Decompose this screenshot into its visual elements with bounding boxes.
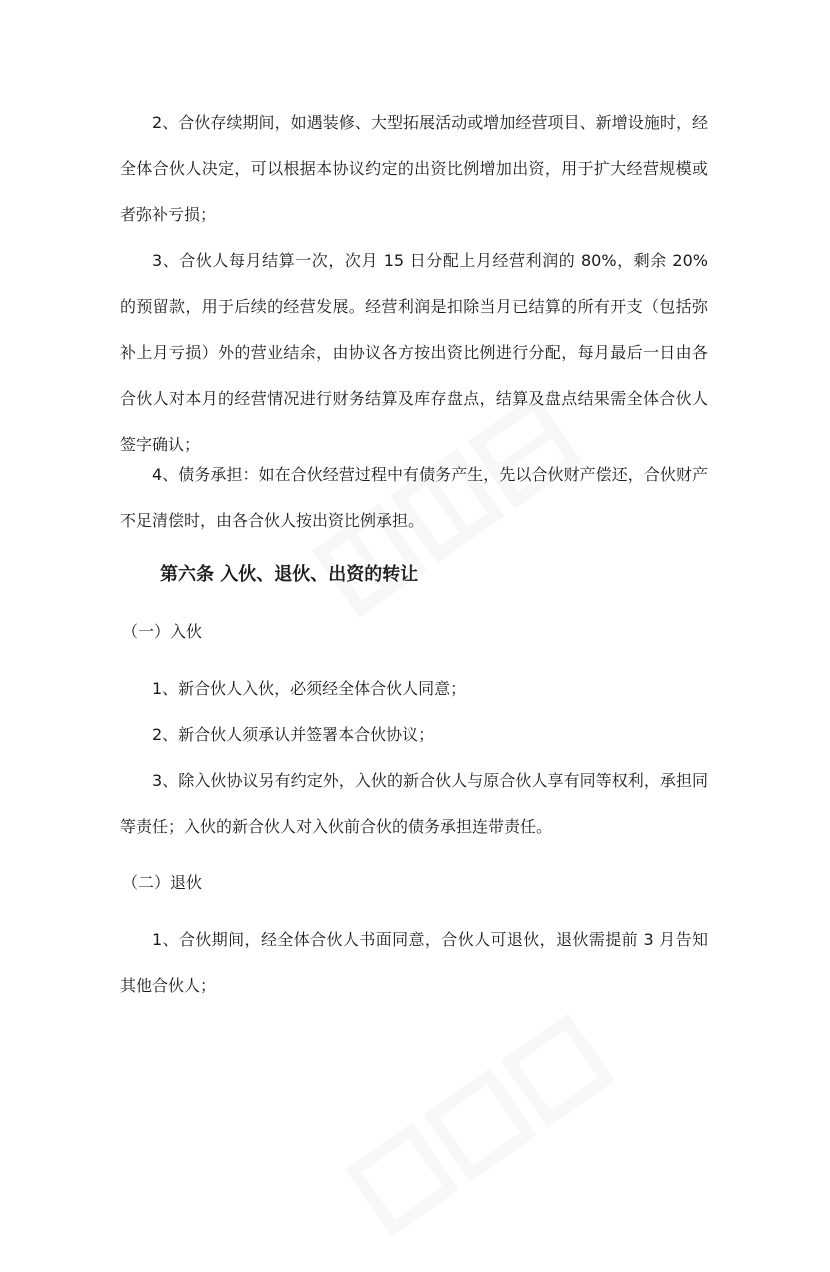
section-title-join: （一）入伙 (122, 622, 203, 641)
list-item-join-3: 3、除入伙协议另有约定外，入伙的新合伙人与原合伙人享有同等权利，承担同等责任；入伙的新合伙人对入伙前合伙的债务承担连带责任。 (120, 771, 708, 836)
watermark-stamp-bottom-icon (314, 978, 646, 1272)
section-title-exit: （二）退伙 (122, 873, 203, 892)
list-item-join-1: 1、新合伙人入伙，必须经全体合伙人同意； (152, 679, 467, 698)
article-heading: 第六条 入伙、退伙、出资的转让 (160, 564, 419, 585)
paragraph-profit-settlement: 3、合伙人每月结算一次，次月 15 日分配上月经营利润的 80%，剩余 20% 的预留款，用于后续的经营发展。经营利润是扣除当月已结算的所有开支（包括弥补上月亏损）外的营业结余，由协议各方按出资比例进行分配，每月最后一日由各合伙人对本月的经营情况进行财务结算及库存盘点，结算及盘点结果需全体合伙人签字确认； (120, 251, 708, 454)
paragraph-capital-increase: 2、合伙存续期间，如遇装修、大型拓展活动或增加经营项目、新增设施时，经全体合伙人决定，可以根据本协议约定的出资比例增加出资，用于扩大经营规模或者弥补亏损； (120, 113, 708, 224)
paragraph-debt-bearing: 4、债务承担：如在合伙经营过程中有债务产生，先以合伙财产偿还，合伙财产不足清偿时，由各合伙人按出资比例承担。 (120, 465, 708, 530)
list-item-exit-1: 1、合伙期间，经全体合伙人书面同意，合伙人可退伙，退伙需提前 3 月告知其他合伙人； (120, 930, 708, 995)
list-item-join-2: 2、新合伙人须承认并签署本合伙协议； (152, 725, 435, 744)
